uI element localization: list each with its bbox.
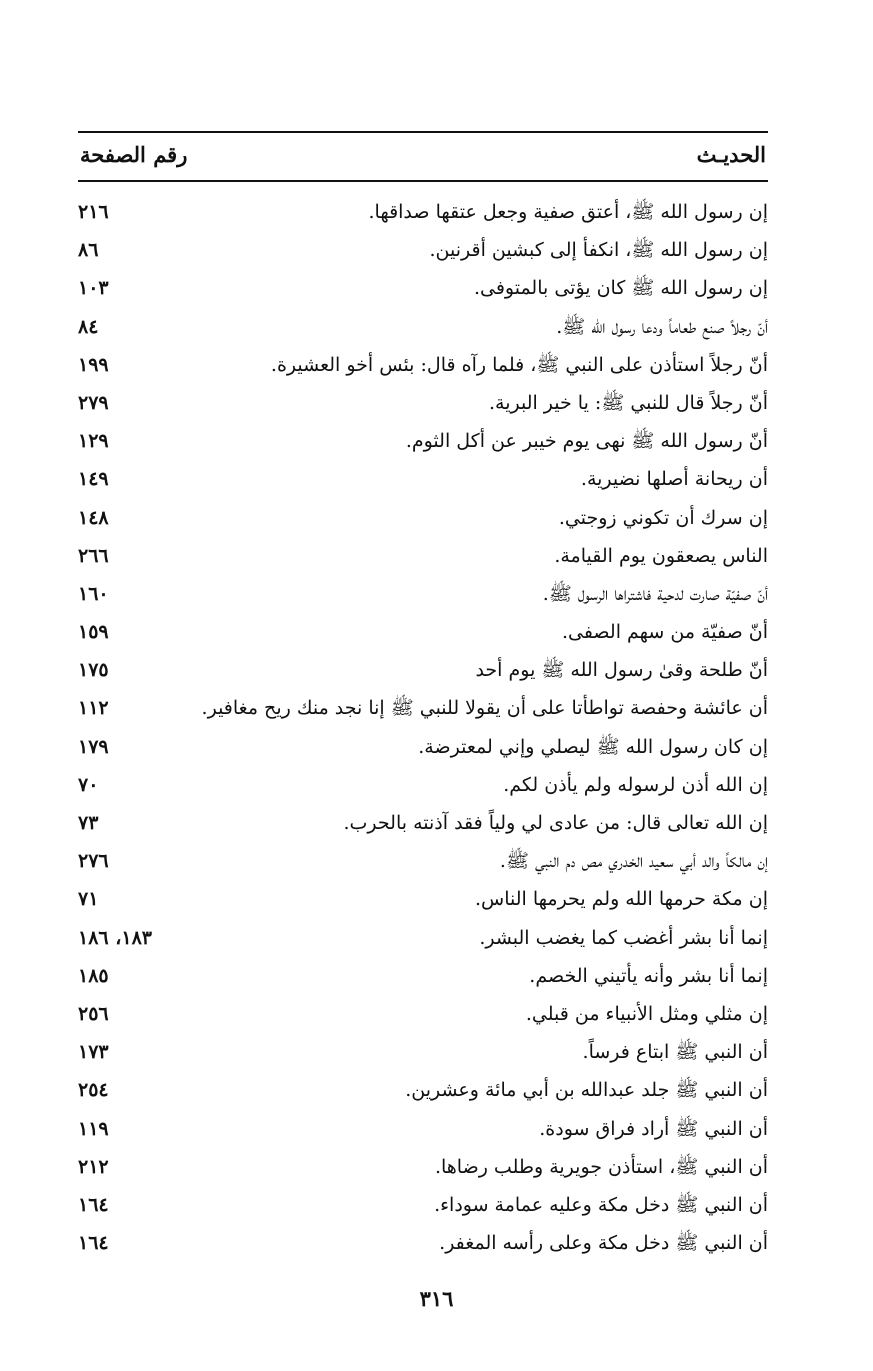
table-row xyxy=(78,308,768,346)
hadith-text: أنّ رجلاً استأذن على النبي ﷺ، فلما رآه قال: بئس أخو العشيرة. xyxy=(270,353,768,376)
table-row xyxy=(78,269,768,307)
hadith-text: إن الله أذن لرسوله ولم يأذن لكم. xyxy=(503,773,768,796)
hadith-text: إن مكة حرمها الله ولم يحرمها الناس. xyxy=(474,888,768,911)
table-row xyxy=(78,193,768,231)
hadith-text: أنّ رسول الله ﷺ نهى يوم خيبر عن أكل الثوم. xyxy=(405,430,768,453)
table-row xyxy=(78,1224,768,1262)
hadith-column-header: الحديـث xyxy=(696,142,766,167)
page-reference: ١٠٣ xyxy=(78,277,109,300)
page-reference: ١٦٤ xyxy=(78,1193,109,1216)
top-rule xyxy=(78,131,768,133)
hadith-text: إنما أنا بشر وأنه يأتيني الخصم. xyxy=(529,964,768,987)
page-reference: ٢٦٦ xyxy=(78,544,109,567)
page-reference: ٢١٦ xyxy=(78,201,109,223)
hadith-text: إنما أنا بشر أغضب كما يغضب البشر. xyxy=(479,926,768,949)
header-rule xyxy=(78,180,768,182)
table-row xyxy=(78,689,768,727)
hadith-text: أن ريحانة أصلها نضيرية. xyxy=(580,468,768,491)
hadith-text: إن مثلي ومثل الأنبياء من قبلي. xyxy=(525,1002,768,1025)
page-reference: ٧٣ xyxy=(78,812,99,834)
page-reference: ١٤٨ xyxy=(78,506,109,529)
page-reference: ١٦٤ xyxy=(78,1232,109,1255)
page-number: ٣١٦ xyxy=(419,1286,454,1311)
page-reference: ١١٩ xyxy=(78,1117,109,1140)
table-row xyxy=(78,575,768,613)
table-row xyxy=(78,766,768,804)
table-row xyxy=(78,804,768,842)
table-row xyxy=(78,1071,768,1109)
hadith-text: إن رسول الله ﷺ كان يؤتى بالمتوفى. xyxy=(473,277,768,300)
page-reference: ٢٥٦ xyxy=(78,1002,109,1025)
page-reference: ٢٧٦ xyxy=(78,850,109,873)
page-reference: ١٤٩ xyxy=(78,468,109,491)
table-row xyxy=(78,460,768,498)
table-row xyxy=(78,613,768,651)
table-row xyxy=(78,422,768,460)
hadith-text: إن مالكاً والد أبي سعيد الخدري مص دم النبي ﷺ. xyxy=(499,850,768,873)
page-reference: ١٧٩ xyxy=(78,735,109,758)
table-row xyxy=(78,651,768,689)
hadith-text: أن النبي ﷺ دخل مكة وعلى رأسه المغفر. xyxy=(439,1232,768,1255)
page-column-header: رقم الصفحة xyxy=(80,142,188,167)
table-row xyxy=(78,346,768,384)
hadith-text: أنّ طلحة وقىٰ رسول الله ﷺ يوم أحد xyxy=(475,659,768,682)
table-row xyxy=(78,919,768,957)
hadith-text: أن عائشة وحفصة تواطأتا على أن يقولا للنبي ﷺ إنا نجد منك ريح مغافير. xyxy=(201,697,768,720)
table-row xyxy=(78,842,768,880)
page-reference: ٢١٢ xyxy=(78,1155,109,1178)
table-row xyxy=(78,499,768,537)
table-row xyxy=(78,537,768,575)
table-row xyxy=(78,1033,768,1071)
hadith-text: إن رسول الله ﷺ، أعتق صفية وجعل عتقها صداقها. xyxy=(368,201,768,223)
hadith-text: إن سرك أن تكوني زوجتي. xyxy=(558,506,768,529)
hadith-text: أنّ رجلاً قال للنبي ﷺ: يا خير البرية. xyxy=(488,391,768,414)
hadith-text: أن النبي ﷺ، استأذن جويرية وطلب رضاها. xyxy=(434,1155,768,1178)
page-reference: ٢٥٤ xyxy=(78,1079,109,1102)
page-reference: ٧١ xyxy=(78,888,99,911)
hadith-text: إن رسول الله ﷺ، انكفأ إلى كبشين أقرنين. xyxy=(429,239,768,262)
page-reference: ٧٠ xyxy=(78,773,99,796)
page-reference: ١٨٥ xyxy=(78,964,109,987)
table-row xyxy=(78,231,768,269)
hadith-text: الناس يصعقون يوم القيامة. xyxy=(554,544,768,567)
table-row xyxy=(78,957,768,995)
table-row xyxy=(78,1110,768,1148)
hadith-text: أن النبي ﷺ جلد عبدالله بن أبي مائة وعشرين. xyxy=(405,1079,768,1102)
hadith-text: أنّ رجلاً صنع طعاماً ودعا رسول الله ﷺ. xyxy=(556,315,768,338)
hadith-text: أنّ صفيّة صارت لدحية فاشتراها الرسول ﷺ. xyxy=(542,582,768,605)
table-row xyxy=(78,995,768,1033)
page-reference: ١٧٣ xyxy=(78,1041,109,1064)
page-reference: ١٥٩ xyxy=(78,621,109,644)
page-reference: ٢٧٩ xyxy=(78,391,109,414)
page-reference: ١٩٩ xyxy=(78,353,109,376)
hadith-text: أن النبي ﷺ ابتاع فرساً. xyxy=(582,1041,768,1064)
page-reference: ١٨٣، ١٨٦ xyxy=(78,926,152,949)
hadith-text: إن كان رسول الله ﷺ ليصلي وإني لمعترضة. xyxy=(418,735,768,758)
hadith-index-list xyxy=(78,193,768,1262)
page-reference: ١٦٠ xyxy=(78,582,109,605)
page-reference: ١١٢ xyxy=(78,697,109,720)
table-row xyxy=(78,1186,768,1224)
table-header xyxy=(78,138,768,176)
hadith-text: أنّ صفيّة من سهم الصفى. xyxy=(561,621,768,644)
hadith-text: أن النبي ﷺ دخل مكة وعليه عمامة سوداء. xyxy=(434,1193,768,1216)
page-reference: ٨٦ xyxy=(78,239,99,262)
table-row xyxy=(78,1148,768,1186)
hadith-text: أن النبي ﷺ أراد فراق سودة. xyxy=(539,1117,768,1140)
page-reference: ١٢٩ xyxy=(78,430,109,453)
table-row xyxy=(78,384,768,422)
hadith-text: إن الله تعالى قال: من عادى لي ولياً فقد آذنته بالحرب. xyxy=(343,812,768,834)
table-row xyxy=(78,728,768,766)
page-reference: ٨٤ xyxy=(78,315,99,338)
table-row xyxy=(78,880,768,918)
page-reference: ١٧٥ xyxy=(78,659,109,682)
